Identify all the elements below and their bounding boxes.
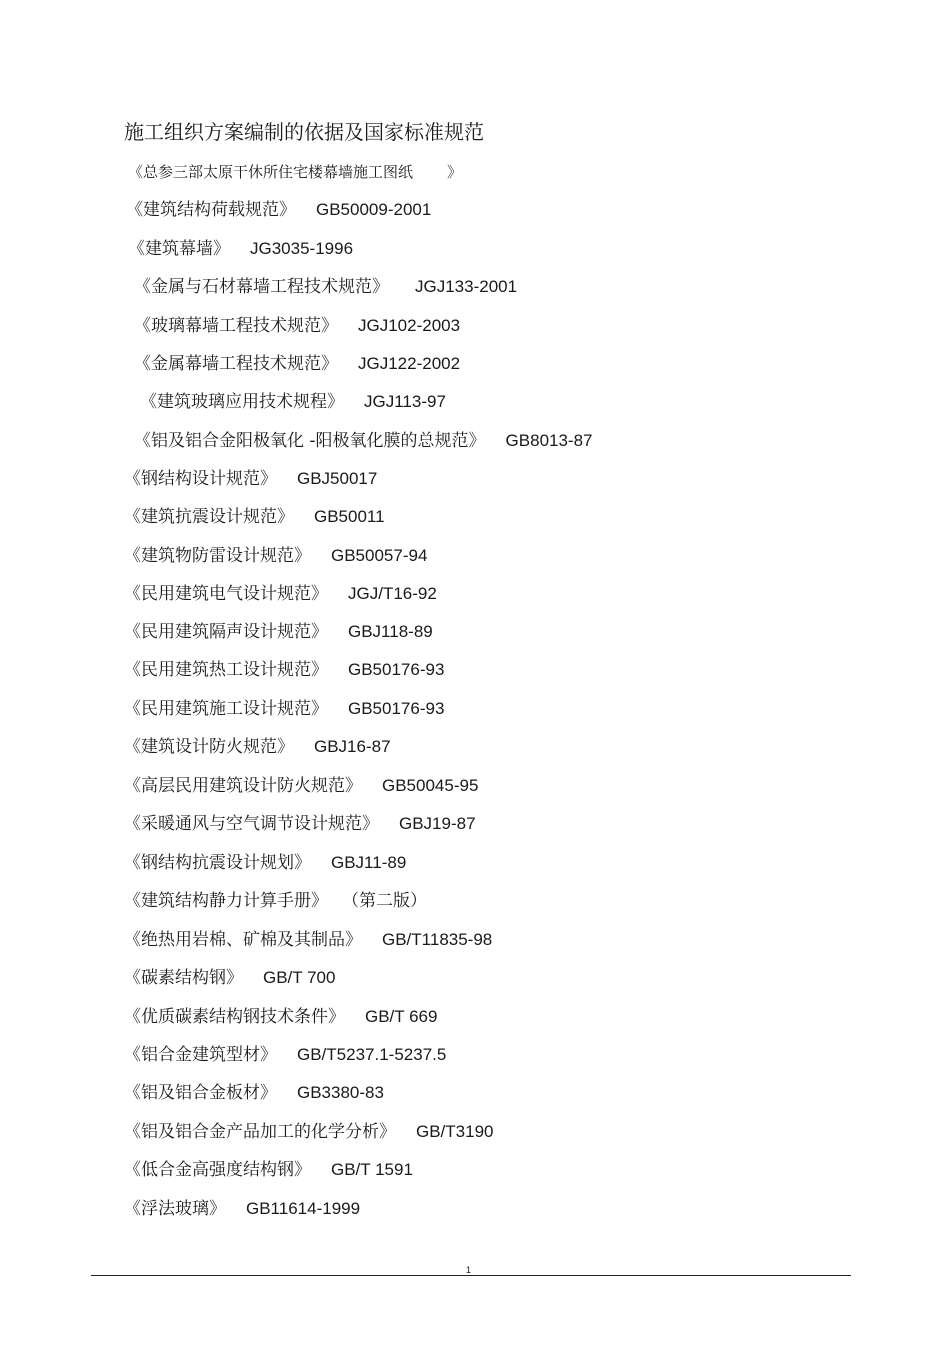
footer-divider [91, 1275, 851, 1276]
standard-code: GB50057-94 [331, 546, 428, 565]
standard-item [124, 1159, 413, 1181]
standard-item [124, 621, 433, 643]
standard-name: 《铝及铝合金产品加工的化学分析》 [124, 1122, 396, 1142]
drawing-reference-text: 《总参三部太原干休所住宅楼幕墙施工图纸 [128, 163, 414, 181]
standard-name: 《采暖通风与空气调节设计规范》 [124, 814, 379, 834]
standard-item [128, 238, 353, 260]
standard-name: 《浮法玻璃》 [124, 1199, 226, 1219]
standard-code: GB/T5237.1-5237.5 [297, 1045, 447, 1064]
standard-code: GBJ16-87 [314, 737, 391, 756]
standard-name: 《金属幕墙工程技术规范》 [134, 354, 338, 374]
standard-item [134, 353, 460, 375]
standard-name: 《民用建筑电气设计规范》 [124, 584, 328, 604]
standard-name: 《碳素结构钢》 [124, 968, 243, 988]
standard-name: 《低合金高强度结构钢》 [124, 1160, 311, 1180]
standard-item [124, 468, 377, 490]
standard-code: JGJ/T16-92 [348, 584, 437, 603]
standard-item [124, 813, 476, 835]
standard-name: 《建筑结构静力计算手册》 [124, 891, 328, 911]
standard-name: 《金属与石材幕墙工程技术规范》 [134, 277, 389, 297]
standard-name: 《民用建筑隔声设计规范》 [124, 622, 328, 642]
standard-code: GBJ19-87 [399, 814, 476, 833]
standard-item [134, 315, 460, 337]
standard-item [124, 1082, 384, 1104]
standard-code: GB50045-95 [382, 776, 479, 795]
standard-code: GB/T11835-98 [382, 930, 493, 949]
standard-code: JGJ113-97 [364, 392, 446, 411]
standard-item [124, 583, 437, 605]
standard-item [124, 1044, 446, 1066]
standard-code: GB/T 669 [365, 1007, 438, 1026]
standard-item [124, 852, 406, 874]
standard-item [124, 1121, 494, 1143]
standard-code: GBJ118-89 [348, 622, 433, 641]
standard-code: GB50009-2001 [316, 200, 432, 219]
standard-name: 《建筑幕墙》 [128, 239, 230, 259]
standard-item [124, 506, 385, 528]
standard-code: GBJ50017 [297, 469, 378, 488]
standard-edition: （第二版） [342, 891, 427, 910]
standard-name: 《钢结构抗震设计规划》 [124, 853, 311, 873]
standard-code: GB3380-83 [297, 1083, 384, 1102]
standard-item [124, 659, 444, 681]
standard-item [124, 890, 427, 912]
standard-code: GB/T 700 [263, 968, 336, 987]
standard-code: JGJ122-2002 [358, 354, 461, 373]
standard-code: GBJ11-89 [331, 853, 407, 872]
standard-name: 《高层民用建筑设计防火规范》 [124, 776, 362, 796]
drawing-reference [128, 162, 462, 182]
standard-item [126, 199, 431, 221]
drawing-reference-close: 》 [447, 163, 463, 181]
standard-code: JGJ133-2001 [415, 277, 518, 296]
standard-code: GB50176-93 [348, 699, 445, 718]
standard-name: 《建筑玻璃应用技术规程》 [140, 392, 344, 412]
standard-name: 《建筑抗震设计规范》 [124, 507, 294, 527]
standard-code: GB/T3190 [416, 1122, 494, 1141]
standard-item [124, 1198, 360, 1220]
standard-name: 《钢结构设计规范》 [124, 469, 277, 489]
standard-item [124, 545, 427, 567]
standard-item [124, 967, 335, 989]
standard-item [124, 929, 492, 951]
standard-name: 《铝及铝合金板材》 [124, 1083, 277, 1103]
standard-code: JG3035-1996 [250, 239, 354, 258]
standard-code: GB/T 1591 [331, 1160, 413, 1179]
standard-item [124, 1006, 437, 1028]
standard-code: GB50011 [314, 507, 385, 526]
standard-name: 《民用建筑热工设计规范》 [124, 660, 328, 680]
page-number: 1 [466, 1265, 472, 1275]
standard-item [140, 391, 446, 413]
standard-item [134, 276, 517, 298]
standard-name: 《铝合金建筑型材》 [124, 1045, 277, 1065]
standard-item [124, 698, 444, 720]
standard-item [124, 736, 391, 758]
standard-name: 《玻璃幕墙工程技术规范》 [134, 316, 338, 336]
standard-item [134, 430, 593, 452]
standard-name: 《民用建筑施工设计规范》 [124, 699, 328, 719]
standard-code: GB11614-1999 [246, 1199, 361, 1218]
standard-name: 《优质碳素结构钢技术条件》 [124, 1007, 345, 1027]
standard-code: GB8013-87 [505, 431, 593, 450]
standard-name: 《建筑物防雷设计规范》 [124, 546, 311, 566]
standard-code: JGJ102-2003 [358, 316, 461, 335]
standard-name: 《建筑设计防火规范》 [124, 737, 294, 757]
document-title: 施工组织方案编制的依据及国家标准规范 [124, 120, 484, 144]
standard-name: 《建筑结构荷载规范》 [126, 200, 296, 220]
standard-code: GB50176-93 [348, 660, 445, 679]
standard-item [124, 775, 478, 797]
standard-name: 《绝热用岩棉、矿棉及其制品》 [124, 930, 362, 950]
standard-name: 《铝及铝合金阳极氧化 -阳极氧化膜的总规范》 [134, 431, 486, 451]
